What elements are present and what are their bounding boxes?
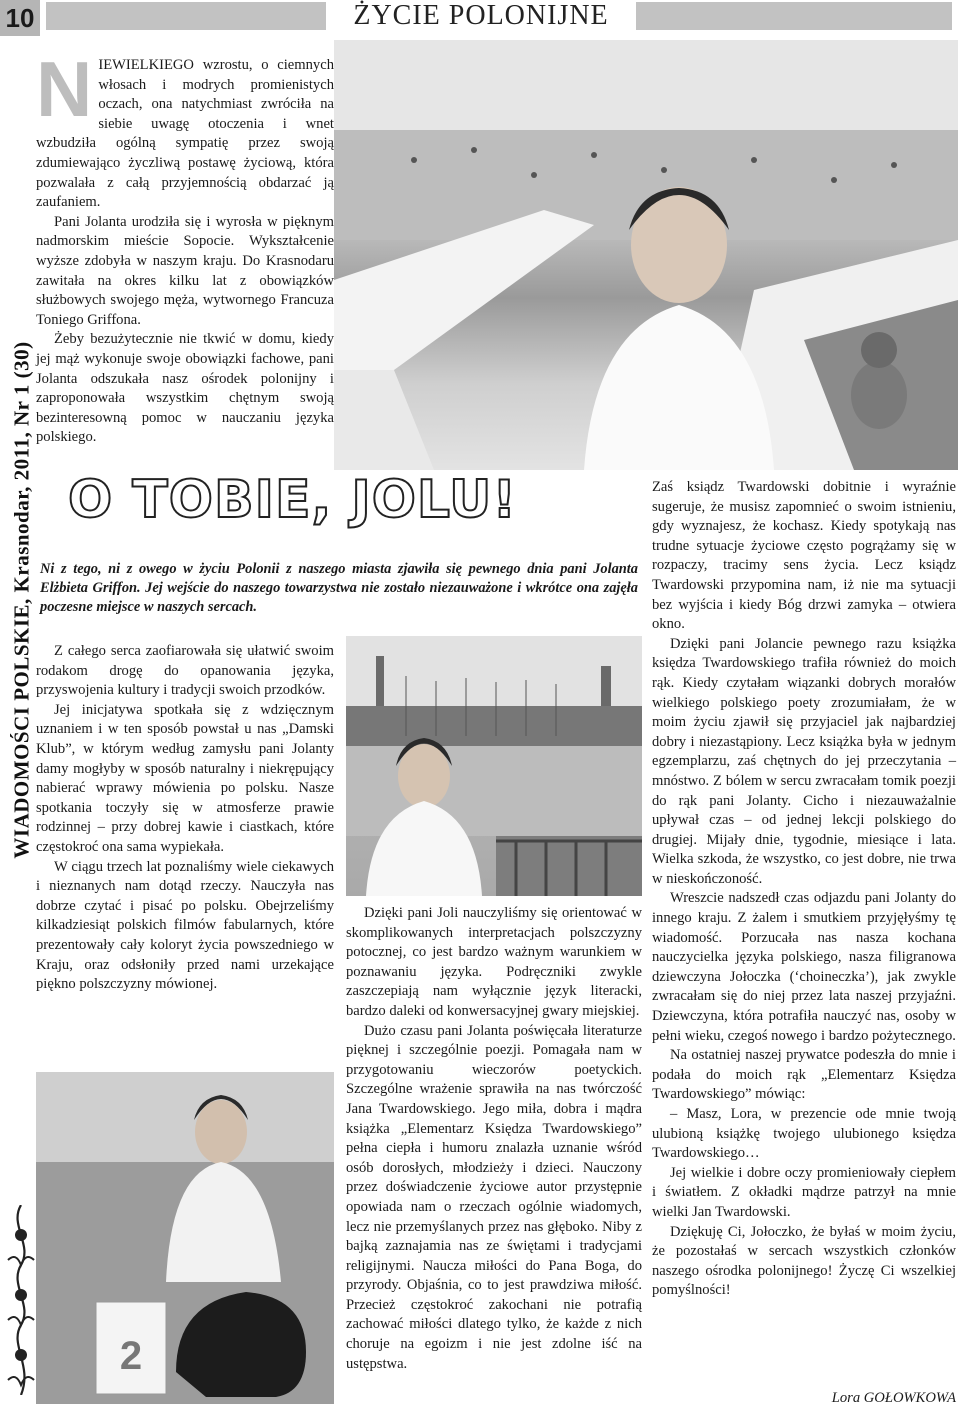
dropcap: N (36, 45, 93, 133)
header-bar-left (46, 2, 326, 30)
photo-woman-on-pier (334, 40, 958, 470)
publication-title: ŻYCIE POLONIJNE (353, 0, 609, 31)
page-number: 10 (0, 0, 40, 36)
sidebar (6, 40, 38, 1330)
paragraph: Dzięki pani Joli nauczyliśmy się orientować w skomplikowanych interpretacjach polszczyzny potocznej, co jest bardzo ważnym warunkiem w poznawaniu języka. Podręczniki zwykle zaszczepiają nam wyłącznie język literacki, bardzo daleki od konwersacyjnej gwary miejskiej. (346, 905, 642, 1019)
intro-paragraph: Pani Jolanta urodziła się i wyrosła w pięknym nadmorskim mieście Sopocie. Wykształcenie wyższe zdobyła w naszym kraju. Do Krasnodaru zawitała na okres kilku lat z obowiązków służbowych swojego męża, wytwornego Francuza Toniego Griffona. (36, 213, 334, 328)
photo-woman-with-dog (36, 1072, 334, 1404)
article-lead: Ni z tego, ni z owego w życiu Polonii z naszego miasta zjawiła się pewnego dnia pani Jolanta Elżbieta Griffon. Jej wejście do naszego towarzystwa nie zostało niezauważone i wkrótce ona zajęła poczesne miejsce w naszych sercach. (40, 561, 638, 615)
column-left (36, 642, 334, 995)
paragraph: Jej wielkie i dobre oczy promieniowały ciepłem i światłem. Z okładki mądrze patrzył na mnie wielki Jan Twardowski. (652, 1164, 956, 1220)
photo-woman-at-harbor (346, 636, 642, 896)
column-right (652, 478, 956, 1301)
paragraph: Jej inicjatywa spotkała się z wdzięcznym uznaniem i w ten sposób powstał u nas „Damski Klub”, w którym według zamysłu pani Jolanty damy mogłyby w sposób naturalny i niekrępujący nabierać wprawy mówienia po polsku. Nasze spotkania toczyły się w atmosferze prawie rodzinnej – przy dobrej kawie i ciastkach, które częstokroć ona sama wypiekała. (36, 701, 334, 855)
paragraph: Wreszcie nadszedł czas odjazdu pani Jolanty do innego kraju. Z żalem i smutkiem przyjęłyśmy tę wiadomość. Porzucała nas nasza kochana nauczycielka języka polskiego, nasza filigranowa dziewczyna Jołoczka (‘choineczka’), jak zwykle zwracałam się do niej przez lata naszej przyjaźni. Dziewczyna, która potrafiła nauczyć nas, osoby w pełni wieku, czegoś nowego i bardzo pożytecznego. (652, 890, 956, 1044)
intro-paragraph: Żeby bezużytecznie nie tkwić w domu, kiedy jej mąż wykonuje swoje obowiązki fachowe, pani Jolanta odszukała nasz ośrodek polonijny i zaproponowała wszystkim chętnym swoją bezinteresowną pomoc w nauczaniu języka polskiego. (36, 331, 334, 446)
article-intro (36, 45, 334, 448)
dogshow-number-card: 2 (119, 1334, 143, 1378)
paragraph: Dzięki pani Jolancie pewnego razu książka księdza Twardowskiego trafiła również do moich rąk. Kiedy czytałam wiązanki dobrych morałów wielkiego polskiego poety zrozumiałam, że w moim życiu zjawił się przyjaciel jak najbardziej dobry i niezastąpiony. Lecz książka była w jednym egzemplarzu, zaś chętnych do jej przeczytania – mnóstwo. Z bólem w sercu zwracałam tomik poezji do rąk pani Jolanty. Cicho i niezauważalnie upływał czas – od jednej lekcji polskiego do drugiej. Mijały dnie, tygodnie, miesiące i lata. Wielka szkoda, że wszystko, co jest dobre, nie trwa w nieskończoność. (652, 635, 956, 887)
paragraph: – Masz, Lora, w prezencie ode mnie twoją ulubioną książkę twojego ulubionego księdza Twardowskiego… (652, 1106, 956, 1162)
header-bar-right (636, 2, 952, 30)
author-signature: Lora GOŁOWKOWA (831, 1390, 956, 1406)
sidebar-masthead: WIADOMOŚCI POLSKIE, Krasnodar, 2011, Nr 1 (30) (9, 341, 34, 859)
paragraph: Dużo czasu pani Jolanta poświęcała literaturze pięknej i szczególnie poezji. Pomagała nam w przygotowaniu wieczorów poetyckich. Szczególne wrażenie sprawiła na nas twórczość Jana Twardowskiego. Jego miła, dobra i mądra książka „Elementarz Księdza Twardowskiego” pełna ciepła i humoru znalazła uznanie wśród osób dorosłych, młodzieży i dzieci. Nauczony przez doświadczenie życiowe autor przystępnie opowiada nam o rzeczach ogólnie wiadomych, lecz nie przemyślanych przez nas głęboko. Niby z bajką zaznajamia nas ze świętami i tradycjami religijnymi. Naucza miłości do Pana Boga, do przyrody. Objaśnia, co to jest prawdziwa miłość. Przecież częstokroć zakochani nie potrafią zachować miłości dlatego tylko, że każde z nich choruje na egoizm i nie jest zdolne iść na ustępstwa. (346, 1022, 642, 1372)
paragraph: Zaś ksiądz Twardowski dobitnie i wyraźnie sugeruje, że musisz zapomnieć o swoim istnieniu, gdy wyznajesz, że kochasz. Kiedy spotykają nas trudne sytuacje życiowe często pogrążamy się w rozpaczy, tracimy sens życia. Lecz ksiądz Twardowski przypomina nam, iż nie ma sytuacji bez wyjścia i kiedy Bóg drzwi zamyka – otwiera okno. (652, 479, 956, 633)
article-headline: O TOBIE, JOLU! (68, 470, 518, 530)
paragraph: W ciągu trzech lat poznaliśmy wiele ciekawych i nieznanych nam dotąd rzeczy. Nauczyła nas dobrze czytać i pisać po polsku. Obejrzeliśmy kilkadziesiąt polskich filmów fabularnych, które prezentowały cały koloryt życia powszedniego w Kraju, oraz odsłoniły przed nami urzekające piękno polszczyzny mówionej. (36, 858, 334, 993)
column-middle (346, 904, 642, 1374)
paragraph: Na ostatniej naszej prywatce podeszła do mnie i podała do moich rąk „Elementarz Księdza Twardowskiego” mówiąc: (652, 1047, 956, 1103)
intro-paragraph: IEWIELKIEGO wzrostu, o ciemnych włosach i modrych promienistych oczach, ona natychmiast zwróciła na siebie uwagę otoczenia i wnet wzbudziła ogólną sympatię przez swoją zdumiewająco życzliwą postawę życiową, która pozwalała z całą przyjemnością obdarzać ją zaufaniem. (36, 57, 334, 211)
paragraph: Z całego serca zaofiarowała się ułatwić swoim rodakom drogę do opanowania języka, przyswojenia kultury i tradycji swoich przodków. (36, 643, 334, 699)
paragraph: Dziękuję Ci, Jołoczko, że byłaś w moim życiu, że pozostałaś w sercach wszystkich członków naszego ośrodka polonijnego! Życzę Ci wszelkiej pomyślności! (652, 1223, 956, 1299)
floral-ornament-icon (4, 1205, 38, 1395)
